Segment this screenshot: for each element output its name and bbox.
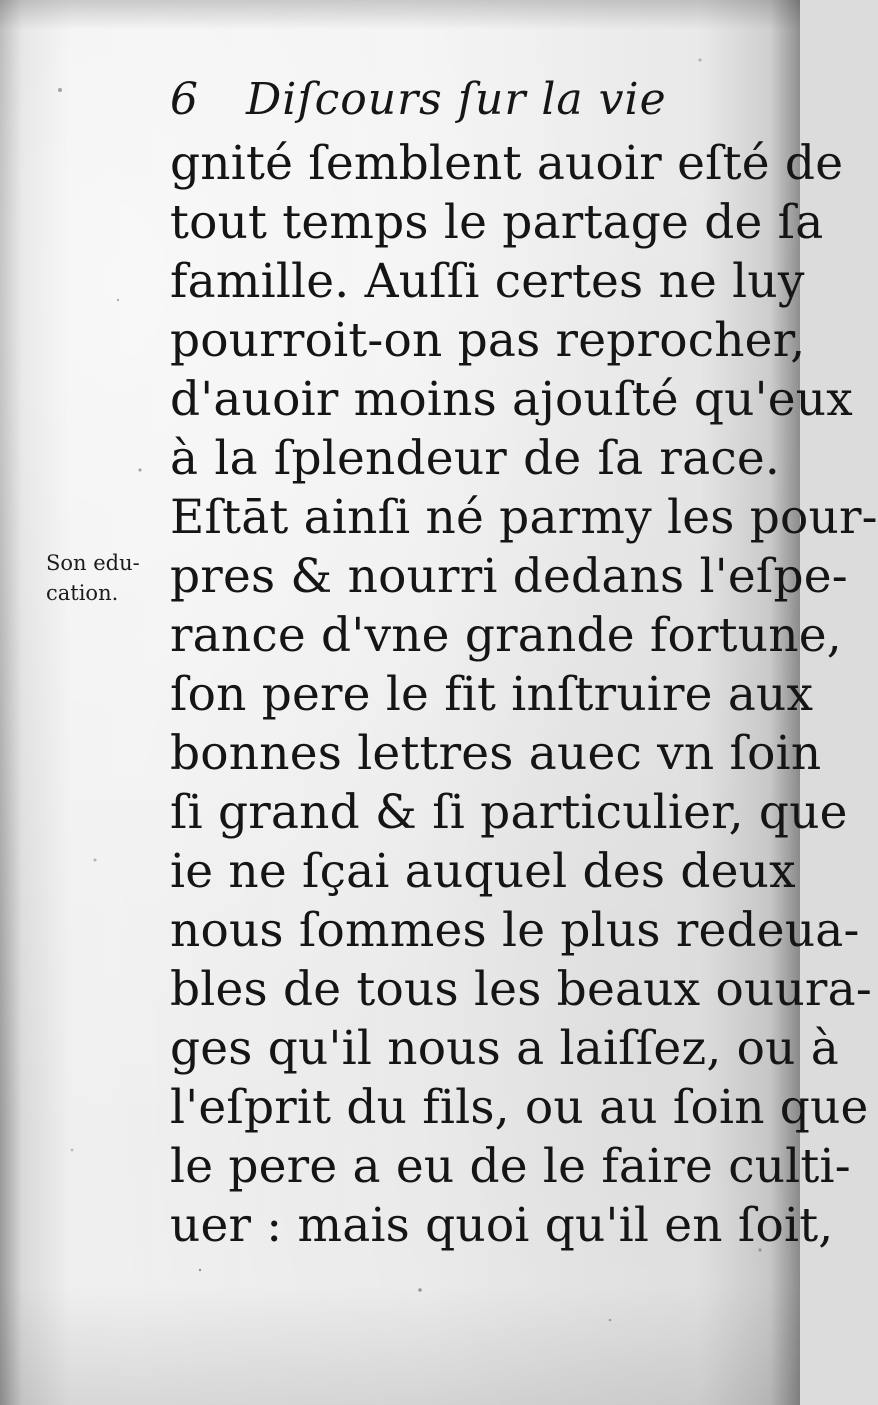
- paper-speck: [699, 59, 702, 62]
- text-line: le pere a eu de le faire culti-: [170, 1139, 851, 1194]
- text-line: l'eſprit du fils, ou au ſoin que: [170, 1080, 869, 1135]
- paper-speck: [139, 469, 142, 472]
- text-line: d'auoir moins ajouſté qu'eux: [170, 372, 853, 427]
- text-line: bonnes lettres auec vn ſoin: [170, 726, 822, 781]
- paper-speck: [71, 1149, 74, 1152]
- text-line: famille. Auſſi certes ne luy: [170, 254, 805, 309]
- paper-shadow-top: [0, 0, 800, 30]
- text-line: uer : mais quoi qu'il en ſoit,: [170, 1198, 834, 1253]
- paper-speck: [58, 88, 62, 92]
- text-line: Eſtāt ainſi né parmy les pour-: [170, 490, 878, 545]
- body-text: [170, 134, 878, 1255]
- text-line: gnité ſemblent auoir eſté de: [170, 136, 844, 191]
- text-line: rance d'vne grande fortune,: [170, 608, 842, 663]
- text-line: à la ſplendeur de ſa race.: [170, 431, 780, 486]
- text-line: ie ne ſçai auquel des deux: [170, 844, 796, 899]
- text-line: pourroit-on pas reprocher,: [170, 313, 806, 368]
- text-line: pres & nourri dedans l'eſpe-: [170, 549, 848, 604]
- paper-speck: [199, 1269, 201, 1271]
- text-line: bles de tous les beaux ouura-: [170, 962, 872, 1017]
- marginal-note-line: Son edu-: [46, 551, 140, 575]
- paper-speck: [117, 299, 119, 301]
- text-line: ſi grand & ſi particulier, que: [170, 785, 848, 840]
- paper-shadow-bottom: [0, 1285, 800, 1405]
- text-line: tout temps le partage de ſa: [170, 195, 824, 250]
- running-head: [170, 70, 690, 130]
- running-title: Diſcours ſur la vie: [246, 74, 667, 125]
- text-line: ſon pere le fit inſtruire aux: [170, 667, 814, 722]
- marginal-note-line: cation.: [46, 581, 119, 605]
- paper-speck: [94, 859, 97, 862]
- text-line: ges qu'il nous a laiſſez, ou à: [170, 1021, 839, 1076]
- text-line: nous ſommes le plus redeua-: [170, 903, 860, 958]
- page-number: 6: [170, 74, 198, 125]
- marginal-note: [46, 548, 166, 608]
